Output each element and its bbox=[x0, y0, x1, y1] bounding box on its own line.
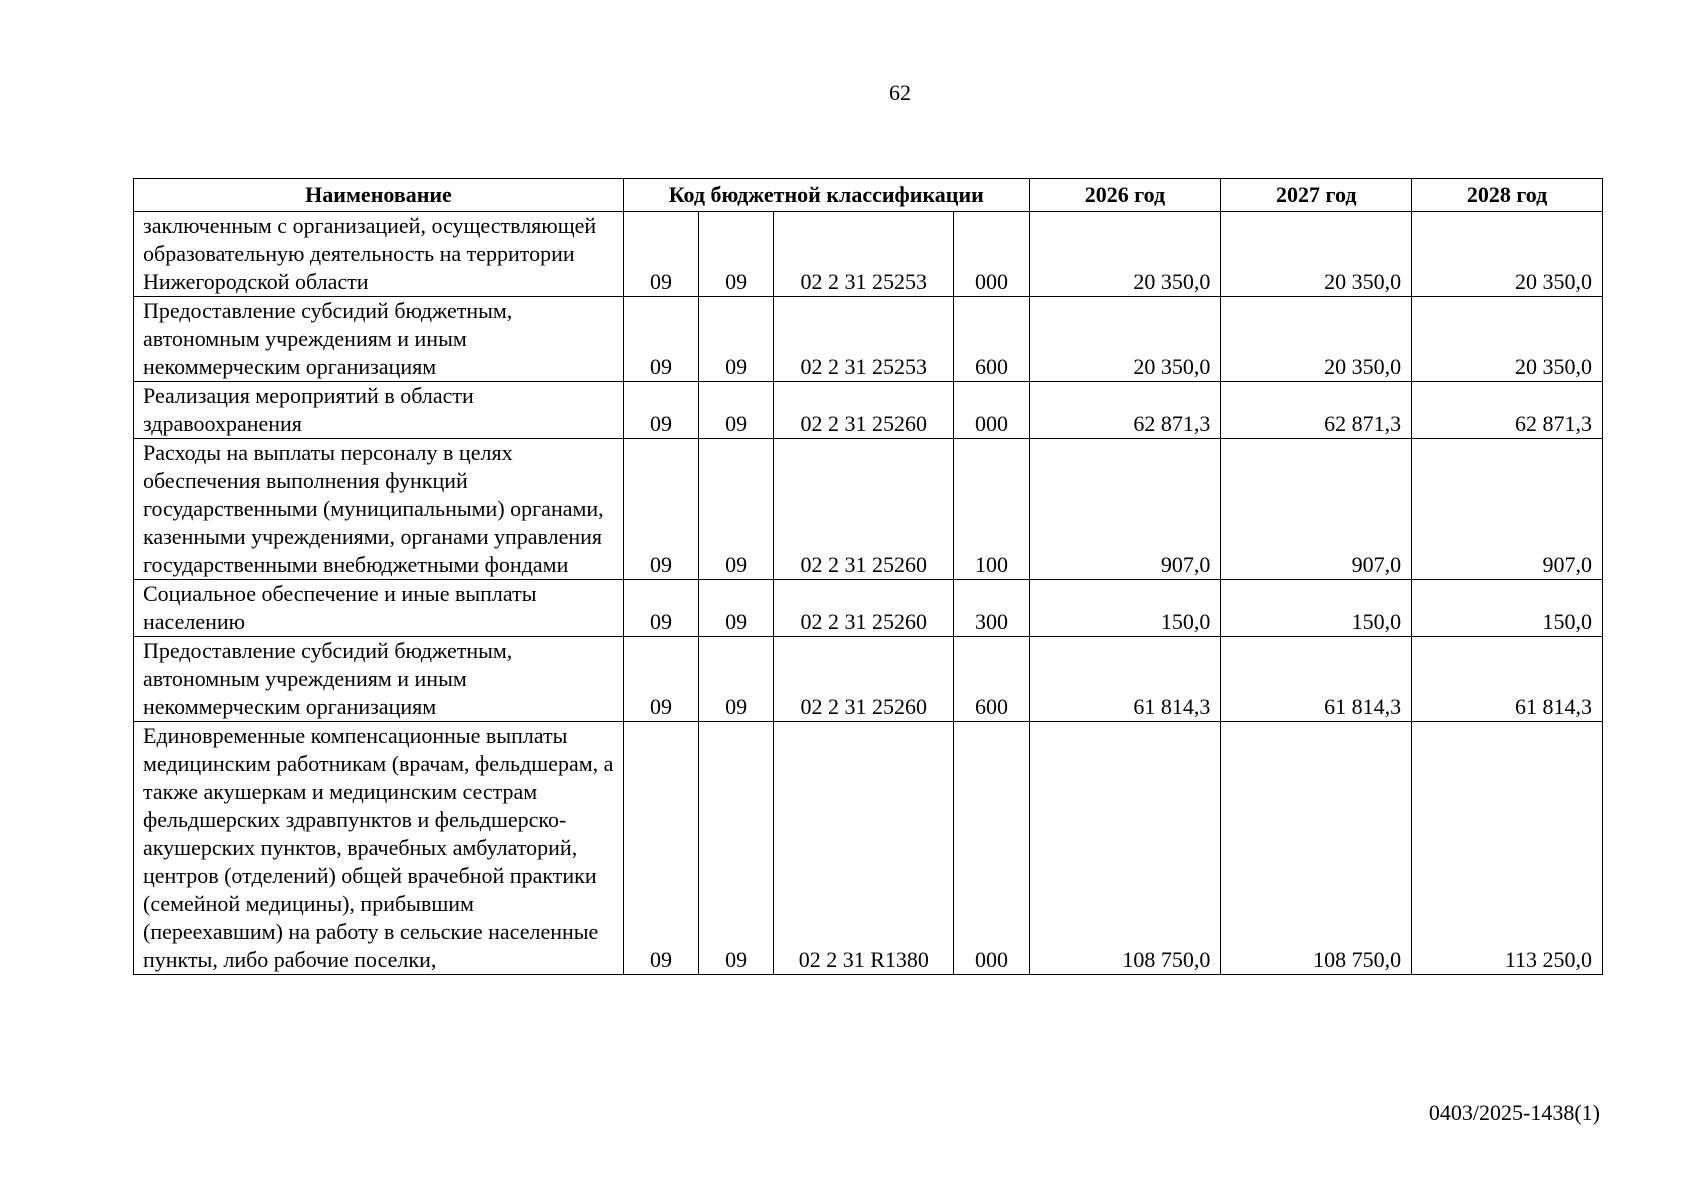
value-2028: 62 871,3 bbox=[1412, 382, 1603, 439]
row-name: Реализация мероприятий в области здравоохранения bbox=[134, 382, 624, 439]
code-expense-type: 100 bbox=[954, 439, 1029, 580]
code-target: 02 2 31 25253 bbox=[774, 297, 954, 382]
table-row bbox=[134, 637, 1603, 722]
code-subsection: 09 bbox=[699, 580, 774, 637]
code-expense-type: 000 bbox=[954, 212, 1029, 297]
code-subsection: 09 bbox=[699, 439, 774, 580]
row-name: заключенным с организацией, осуществляющей образовательную деятельность на территории Нижегородской области bbox=[134, 212, 624, 297]
code-expense-type: 000 bbox=[954, 382, 1029, 439]
code-target: 02 2 31 25260 bbox=[774, 382, 954, 439]
header-2028: 2028 год bbox=[1412, 179, 1603, 212]
table-row bbox=[134, 580, 1603, 637]
code-section: 09 bbox=[624, 722, 699, 975]
value-2026: 150,0 bbox=[1029, 580, 1221, 637]
document-id: 0403/2025-1438(1) bbox=[1428, 1100, 1600, 1125]
code-subsection: 09 bbox=[699, 382, 774, 439]
value-2028: 61 814,3 bbox=[1412, 637, 1603, 722]
code-expense-type: 600 bbox=[954, 297, 1029, 382]
code-target: 02 2 31 25253 bbox=[774, 212, 954, 297]
code-target: 02 2 31 R1380 bbox=[774, 722, 954, 975]
code-section: 09 bbox=[624, 297, 699, 382]
value-2026: 20 350,0 bbox=[1029, 297, 1221, 382]
value-2026: 907,0 bbox=[1029, 439, 1221, 580]
table-row bbox=[134, 382, 1603, 439]
code-expense-type: 000 bbox=[954, 722, 1029, 975]
table-row bbox=[134, 297, 1603, 382]
row-name: Социальное обеспечение и иные выплаты населению bbox=[134, 580, 624, 637]
code-subsection: 09 bbox=[699, 637, 774, 722]
row-name: Предоставление субсидий бюджетным, автономным учреждениям и иным некоммерческим организациям bbox=[134, 297, 624, 382]
table-header-row bbox=[134, 179, 1603, 212]
value-2027: 907,0 bbox=[1221, 439, 1412, 580]
code-section: 09 bbox=[624, 637, 699, 722]
row-name: Предоставление субсидий бюджетным, автономным учреждениям и иным некоммерческим организациям bbox=[134, 637, 624, 722]
code-section: 09 bbox=[624, 439, 699, 580]
value-2026: 108 750,0 bbox=[1029, 722, 1221, 975]
table-row bbox=[134, 722, 1603, 975]
code-target: 02 2 31 25260 bbox=[774, 637, 954, 722]
budget-table bbox=[133, 178, 1603, 975]
table-row bbox=[134, 439, 1603, 580]
value-2027: 20 350,0 bbox=[1221, 212, 1412, 297]
code-subsection: 09 bbox=[699, 297, 774, 382]
code-subsection: 09 bbox=[699, 722, 774, 975]
code-section: 09 bbox=[624, 382, 699, 439]
header-name: Наименование bbox=[134, 179, 624, 212]
code-section: 09 bbox=[624, 580, 699, 637]
value-2027: 108 750,0 bbox=[1221, 722, 1412, 975]
value-2028: 20 350,0 bbox=[1412, 212, 1603, 297]
row-name: Единовременные компенсационные выплаты медицинским работникам (врачам, фельдшерам, а также акушеркам и медицинским сестрам фельдшерских здравпунктов и фельдшерско-акушерских пунктов, врачебных амбулаторий, центров (отделений) общей врачебной практики (семейной медицины), прибывшим (переехавшим) на работу в сельские населенные пункты, либо рабочие поселки, bbox=[134, 722, 624, 975]
code-section: 09 bbox=[624, 212, 699, 297]
code-target: 02 2 31 25260 bbox=[774, 439, 954, 580]
header-2026: 2026 год bbox=[1029, 179, 1221, 212]
value-2026: 20 350,0 bbox=[1029, 212, 1221, 297]
value-2028: 113 250,0 bbox=[1412, 722, 1603, 975]
header-code: Код бюджетной классификации bbox=[624, 179, 1030, 212]
code-subsection: 09 bbox=[699, 212, 774, 297]
value-2026: 62 871,3 bbox=[1029, 382, 1221, 439]
value-2028: 20 350,0 bbox=[1412, 297, 1603, 382]
value-2028: 150,0 bbox=[1412, 580, 1603, 637]
header-2027: 2027 год bbox=[1221, 179, 1412, 212]
row-name: Расходы на выплаты персоналу в целях обеспечения выполнения функций государственными (муниципальными) органами, казенными учреждениями, органами управления государственными внебюджетными фондами bbox=[134, 439, 624, 580]
value-2027: 61 814,3 bbox=[1221, 637, 1412, 722]
value-2027: 20 350,0 bbox=[1221, 297, 1412, 382]
value-2027: 150,0 bbox=[1221, 580, 1412, 637]
page-number: 62 bbox=[889, 80, 911, 105]
value-2028: 907,0 bbox=[1412, 439, 1603, 580]
code-target: 02 2 31 25260 bbox=[774, 580, 954, 637]
value-2027: 62 871,3 bbox=[1221, 382, 1412, 439]
table-row bbox=[134, 212, 1603, 297]
value-2026: 61 814,3 bbox=[1029, 637, 1221, 722]
code-expense-type: 300 bbox=[954, 580, 1029, 637]
code-expense-type: 600 bbox=[954, 637, 1029, 722]
